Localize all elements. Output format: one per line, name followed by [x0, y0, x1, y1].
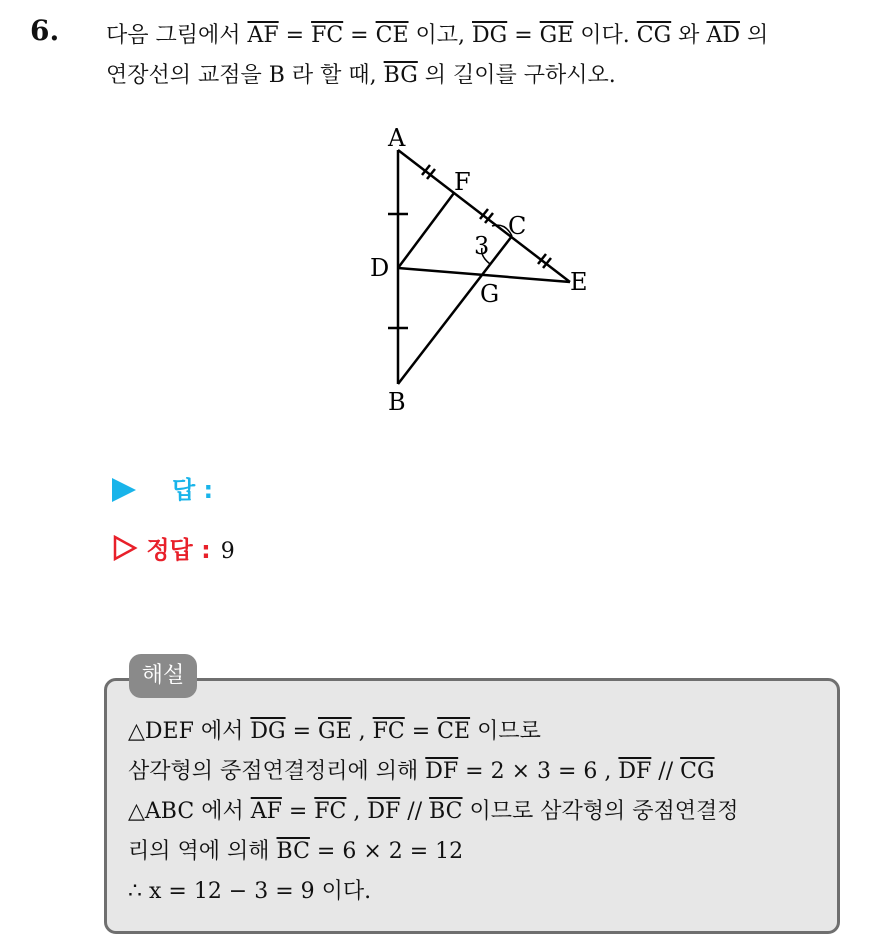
- solution-line-3: △ABC 에서 $\overline{AF} = \overline{FC}$ , $\overline{DF} // \overline{BC}$ 이므로 삼각형의 중점연결정: [128, 799, 739, 824]
- problem-line-1: 다음 그림에서 $\overline{AF} = \overline{FC} = \overline{CE}$ 이고, $\overline{DG} = \overline{GE}$ 이다. $\overline{CG}$ 와 $\overline{AD}$ 의: [106, 23, 769, 48]
- correct-answer-label: 정답 :: [146, 536, 211, 564]
- correct-answer-row: [112, 530, 235, 565]
- segment-df: [398, 193, 454, 268]
- solution-tag: 해설: [129, 654, 197, 698]
- label-f: F: [454, 168, 471, 196]
- outline-triangle-icon: [112, 535, 138, 561]
- label-e: E: [570, 268, 588, 296]
- solution-line-1: △DEF 에서 $\overline{DG} = \overline{GE}$ , $\overline{FC} = \overline{CE}$ 이므로: [128, 719, 541, 744]
- answer-label: 답 :: [172, 476, 214, 504]
- label-3: 3: [474, 232, 490, 260]
- geometry-figure: [360, 118, 610, 418]
- segment-bc: [398, 236, 512, 384]
- problem-number: 6.: [30, 14, 60, 47]
- correct-answer-value: 9: [220, 539, 235, 564]
- answer-row: [112, 470, 213, 505]
- play-triangle-icon: [112, 478, 136, 502]
- problem-line-2: 연장선의 교점을 B 라 할 때, $\overline{BG}$ 의 길이를 구하시오.: [106, 63, 616, 88]
- solution-line-2: 삼각형의 중점연결정리에 의해 $\overline{DF} = 2 \times 3 = 6$ , $\overline{DF} // \overline{CG}$: [128, 759, 715, 784]
- solution-line-5: ∴ x = 12 − 3 = 9 이다.: [128, 879, 372, 904]
- solution-line-4: 리의 역에 의해 $\overline{BC} = 6 \times 2 = 12$: [128, 839, 464, 864]
- label-a: A: [388, 124, 406, 152]
- label-g: G: [480, 280, 500, 308]
- label-b: B: [388, 388, 406, 416]
- label-d: D: [370, 254, 390, 282]
- label-c: C: [508, 212, 527, 240]
